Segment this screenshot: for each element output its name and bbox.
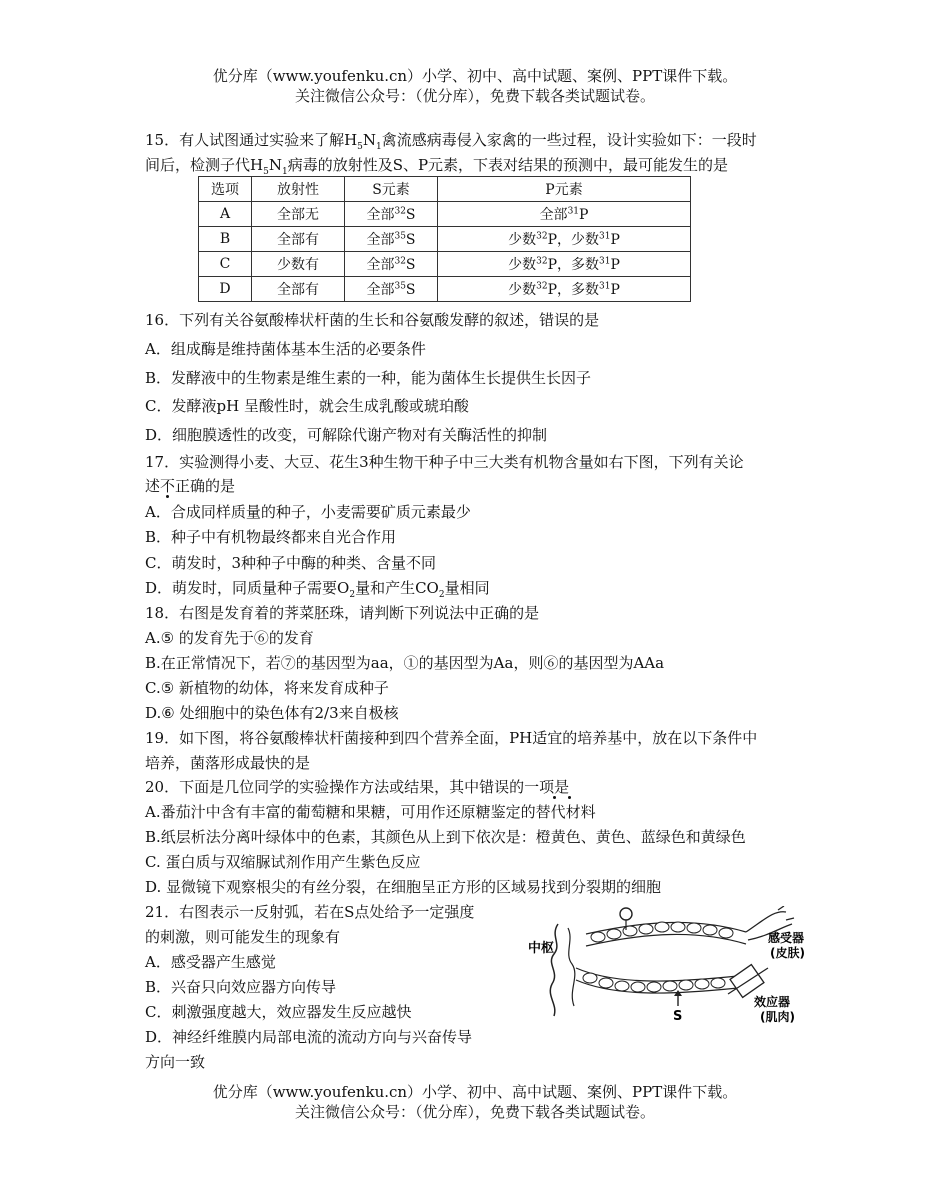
cell-text: 全部 [539,207,568,223]
center-label: 中枢 [528,941,555,956]
q15-stem-line-1 [145,130,757,150]
table-cell: D [199,277,252,302]
cell-text: S [405,232,416,248]
subscript: 2 [438,590,445,600]
page-footer-line-1: 优分库（www.youfenku.cn）小学、初中、高中试题、案例、PPT课件下载。 [212,1083,738,1101]
cell-text: P [610,257,620,273]
q17-text: 量相同 [444,579,490,597]
q15-text: 病毒的放射性及S、P元素，下表对结果的预测中，最可能发生的是 [287,156,729,174]
q18-option-a: A.⑤ 的发育先于⑥的发育 [145,629,314,647]
q20-option-a: A.番茄汁中含有丰富的葡萄糖和果糖，可用作还原糖鉴定的替代材料 [145,803,596,821]
emphasis-dot [553,796,556,799]
table-cell: B [199,227,252,252]
q16-stem: 16．下列有关谷氨酸棒状杆菌的生长和谷氨酸发酵的叙述，错误的是 [145,311,600,329]
cell-text: P [579,207,589,223]
table-header-cell: S元素 [345,177,438,202]
cell-text: P [610,282,620,298]
q20-stem: 20．下面是几位同学的实验操作方法或结果，其中错误的一项是 [145,778,570,796]
table-cell: 全部有 [252,277,345,302]
q20-option-b: B.纸层析法分离叶绿体中的色素，其颜色从上到下依次是：橙黄色、黄色、蓝绿色和黄绿色 [145,828,746,846]
q18-option-c: C.⑤ 新植物的幼体，将来发育成种子 [145,679,389,697]
table-cell: 全部无 [252,202,345,227]
emphasis-dot [568,796,571,799]
isotope-superscript: 31 [599,281,611,292]
cell-text: 多数 [571,282,599,298]
q15-text: N [362,131,377,149]
cell-text: S [405,207,416,223]
cell-text: P， [547,232,571,248]
q15-text: 间后，检测子代H [145,156,264,174]
q17-text: D．萌发时，同质量种子需要O [145,579,350,597]
q16-option-b: B．发酵液中的生物素是维生素的一种，能为菌体生长提供生长因子 [145,369,592,387]
cell-text: 多数 [571,257,599,273]
cell-text: P， [547,257,571,273]
table-header-row [199,177,691,202]
reflex-arc-figure [528,906,828,1030]
isotope-superscript: 32 [536,281,548,292]
effector-sublabel: (肌肉) [760,1010,795,1024]
table-row [199,202,691,227]
isotope-superscript: 35 [394,231,406,242]
q17-option-d [145,578,490,598]
table-cell: 少数有 [252,252,345,277]
table-header-cell: P元素 [438,177,691,202]
q15-stem-line-2 [145,155,728,175]
table-row [199,252,691,277]
center-boundary [550,924,558,1016]
afferent-nerve-fiber [586,922,746,946]
subscript: 2 [349,590,356,600]
q15-text: 15．有人试图通过实验来了解H [145,131,358,149]
cell-text: 少数 [571,232,599,248]
table-cell [345,252,438,277]
table-cell [438,227,691,252]
page-header-line-2: 关注微信公众号：（优分库），免费下载各类试题试卷。 [294,87,655,105]
q15-text: 禽流感病毒侵入家禽的一些过程，设计实验如下：一段时 [381,131,757,149]
cell-text: S [405,257,416,273]
cell-text: 少数 [508,282,537,298]
efferent-nerve-fiber [576,968,738,993]
cell-text: 少数 [508,257,537,273]
q21-stem-line-2: 的刺激，则可能发生的现象有 [145,928,341,946]
isotope-superscript: 31 [599,231,611,242]
isotope-superscript: 32 [536,256,548,267]
isotope-superscript: 35 [394,281,406,292]
cell-text: 全部 [366,207,395,223]
cell-text: 全部 [366,257,395,273]
q21-option-b: B．兴奋只向效应器方向传导 [145,978,337,996]
table-cell [438,277,691,302]
q18-option-b: B.在正常情况下，若⑦的基因型为aa，①的基因型为Aa，则⑥的基因型为AAa [145,654,665,672]
q15-results-table [198,176,691,302]
isotope-superscript: 31 [599,256,611,267]
q17-option-c: C．萌发时，3种种子中酶的种类、含量不同 [145,554,437,572]
q16-option-a: A．组成酶是维持菌体基本生活的必要条件 [145,340,426,358]
q21-stem-line-1: 21．右图表示一反射弧，若在S点处给予一定强度 [145,903,475,921]
subscript: 5 [357,142,363,152]
q21-option-d-line-2: 方向一致 [145,1053,206,1071]
isotope-superscript: 32 [536,231,548,242]
q17-text: 量和产生CO [355,579,439,597]
table-header-cell: 选项 [199,177,252,202]
table-row [199,277,691,302]
table-cell [438,252,691,277]
isotope-superscript: 31 [567,206,580,217]
cell-text: 少数 [508,232,537,248]
table-cell [345,277,438,302]
table-cell: A [199,202,252,227]
receptor-sublabel: (皮肤) [770,946,805,960]
cell-text: 全部 [366,232,395,248]
point-s-label: S [673,1009,683,1024]
isotope-superscript: 32 [394,206,406,217]
emphasis-dot [166,495,169,498]
subscript: 1 [376,142,382,152]
q18-stem: 18．右图是发育着的荠菜胚珠，请判断下列说法中正确的是 [145,604,540,622]
page-header-line-1: 优分库（www.youfenku.cn）小学、初中、高中试题、案例、PPT课件下载。 [212,67,738,85]
q20-option-d: D. 显微镜下观察根尖的有丝分裂，在细胞呈正方形的区域易找到分裂期的细胞 [145,878,662,896]
cell-text: S [405,282,416,298]
q15-text: N [268,156,282,174]
ganglion [620,908,632,920]
receptor-label: 感受器 [768,931,805,945]
table-header-cell: 放射性 [252,177,345,202]
cell-text: P， [547,282,571,298]
q16-option-d: D．细胞膜透性的改变，可解除代谢产物对有关酶活性的抑制 [145,426,548,444]
q17-stem-line-1: 17．实验测得小麦、大豆、花生3种生物干种子中三大类有机物含量如右下图，下列有关论 [145,453,744,471]
subscript: 5 [263,167,269,177]
effector-muscle [728,965,768,998]
subscript: 1 [281,167,288,177]
q21-option-c: C．刺激强度越大，效应器发生反应越快 [145,1003,412,1021]
effector-label: 效应器 [754,995,791,1009]
isotope-superscript: 32 [394,256,406,267]
center-gray-matter [568,928,575,1006]
q16-option-c: C．发酵液pH 呈酸性时，就会生成乳酸或琥珀酸 [145,397,469,415]
q21-option-d-line-1: D．神经纤维膜内局部电流的流动方向与兴奋传导 [145,1028,473,1046]
q18-option-d: D.⑥ 处细胞中的染色体有2/3来自极核 [145,704,399,722]
q19-stem-line-2: 培养，菌落形成最快的是 [145,754,311,772]
cell-text: 全部 [366,282,395,298]
q17-option-b: B．种子中有机物最终都来自光合作用 [145,528,397,546]
cell-text: P [610,232,620,248]
q17-option-a: A．合成同样质量的种子，小麦需要矿质元素最少 [145,503,471,521]
table-cell [345,227,438,252]
q17-stem-line-2: 述不正确的是 [145,477,236,495]
q20-option-c: C. 蛋白质与双缩脲试剂作用产生紫色反应 [145,853,421,871]
page-footer-line-2: 关注微信公众号：（优分库），免费下载各类试题试卷。 [294,1103,655,1121]
table-cell [438,202,691,227]
q21-option-a: A．感受器产生感觉 [145,953,276,971]
q19-stem-line-1: 19．如下图，将谷氨酸棒状杆菌接种到四个营养全面，PH适宜的培养基中，放在以下条件中 [145,729,758,747]
table-cell [345,202,438,227]
table-row [199,227,691,252]
table-cell: 全部有 [252,227,345,252]
table-cell: C [199,252,252,277]
